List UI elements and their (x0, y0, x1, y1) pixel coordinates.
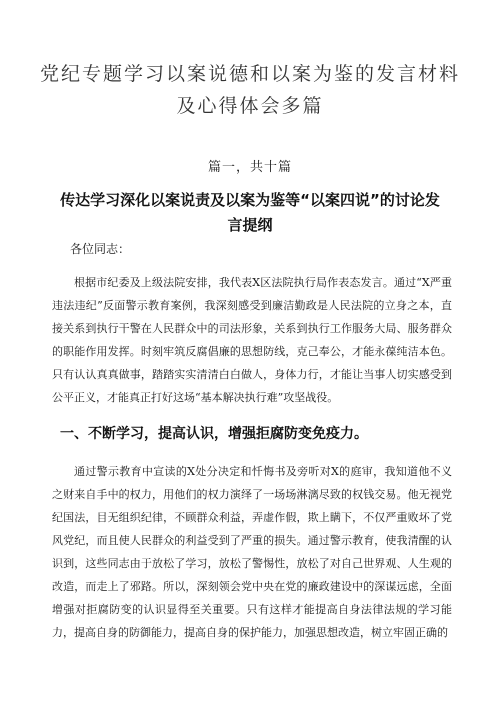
section-label: 篇一，共十篇 (207, 160, 292, 175)
salutation: 各位同志： (70, 242, 131, 256)
paragraph-1: 根据市纪委及上级法院安排，我代表X区法院执行局作表态发言。通过“X严重违法违纪”反面警示教育案例，我深刻感受到廉洁勤政是人民法院的立身之本，直接关系到执行干警在人民群众中的司法形象，关系到执行工作服务大局、服务群众的职能作用发挥。时刻牢筑反腐倡廉的思想防线，克己奉公，才能永葆纯洁本色。只有认认真真做事，踏踏实实清清白白做人，身体力行，才能让当事人切实感受到公平正义，才能真正打好这场“基本解决执行难”攻坚战役。 (52, 276, 452, 404)
paragraph-2: 通过警示教育中宣读的X处分决定和忏悔书及旁听对X的庭审，我知道他不义之财来自手中的权力，用他们的权力演绎了一场场淋漓尽致的权钱交易。他无视党纪国法，目无组织纪律，不顾群众利益，弄虚作假，欺上瞒下，不仅严重败坏了党风党纪，而且使人民群众的利益受到了严重的损失。通过警示教育，使我清醒的认识到，这些同志由于放松了学习，放松了警惕性，放松了对自己世界观、人生观的改造，而走上了邪路。所以，深刻领会党中央在党的廉政建设中的深谋远虑，全面增强对拒腐防变的认识显得至关重要。只有这样才能提高自身法律法规的学习能力，提高自身的防御能力，提高自身的保护能力，加强思想改造，树立牢固正确的 (52, 465, 452, 639)
speech-title: 传达学习深化以案说责及以案为鉴等“以案四说”的讨论发言提纲 (60, 191, 440, 234)
document-title: 党纪专题学习以案说德和以案为鉴的发言材料及心得体会多篇 (40, 63, 461, 117)
heading-1: 一、不断学习，提高认识，增强拒腐防变免疫力。 (60, 426, 368, 442)
